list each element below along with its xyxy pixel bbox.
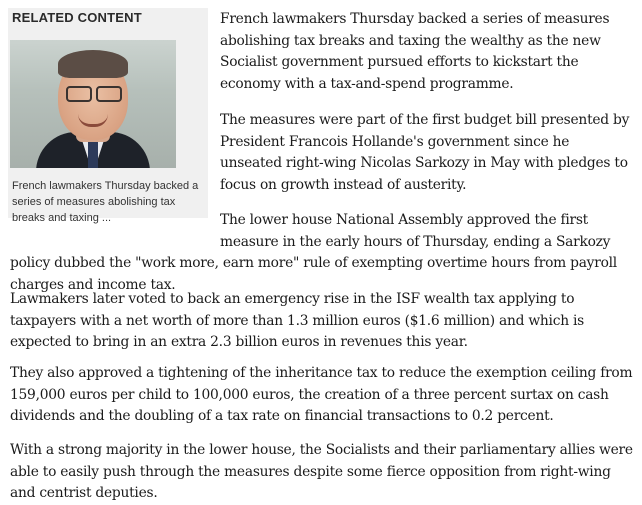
article-paragraph-wrap: The lower house National Assembly approved the first measure in the early hours of Thursday, ending a Sarkozy policy dubbed the "work more, earn more" rule of exempting overtime hours from payroll charges and income tax.: [10, 212, 617, 293]
article-paragraph: The measures were part of the first budget bill presented by President Francois Hollande's government since he unseated right-wing Nicolas Sarkozy in May with pledges to focus on growth instead of austerity.: [220, 112, 630, 193]
photo-glasses-right: [96, 86, 122, 102]
article-paragraph: French lawmakers Thursday backed a series of measures abolishing tax breaks and taxing the wealthy as the new Socialist government pursued efforts to kickstart the economy with a tax-and-spend programme.: [220, 11, 610, 92]
photo-tie: [88, 140, 98, 168]
related-caption-link[interactable]: French lawmakers Thursday backed a series of measures abolishing tax breaks and taxing ...: [12, 180, 199, 224]
article-paragraph: With a strong majority in the lower house, the Socialists and their parliamentary allies were able to easily push through the measures despite some fierce opposition from right-wing and centrist deputies.: [10, 442, 633, 501]
related-photo[interactable]: [10, 40, 176, 168]
related-content-box[interactable]: [8, 8, 208, 224]
wrap-spacer: [10, 210, 220, 253]
photo-hair: [58, 50, 128, 78]
related-content-heading: RELATED CONTENT: [12, 10, 142, 25]
article-paragraph: Lawmakers later voted to back an emergency rise in the ISF wealth tax applying to taxpayers with a net worth of more than 1.3 million euros ($1.6 million) and which is expected to bring in an extra 2.3 billion euros in revenues this year.: [10, 291, 584, 350]
photo-glasses-left: [66, 86, 92, 102]
article-paragraph: They also approved a tightening of the inheritance tax to reduce the exemption ceiling from 159,000 euros per child to 100,000 euros, the creation of a three percent surtax on cash dividends and the doubling of a tax rate on financial transactions to 0.2 percent.: [10, 365, 633, 424]
